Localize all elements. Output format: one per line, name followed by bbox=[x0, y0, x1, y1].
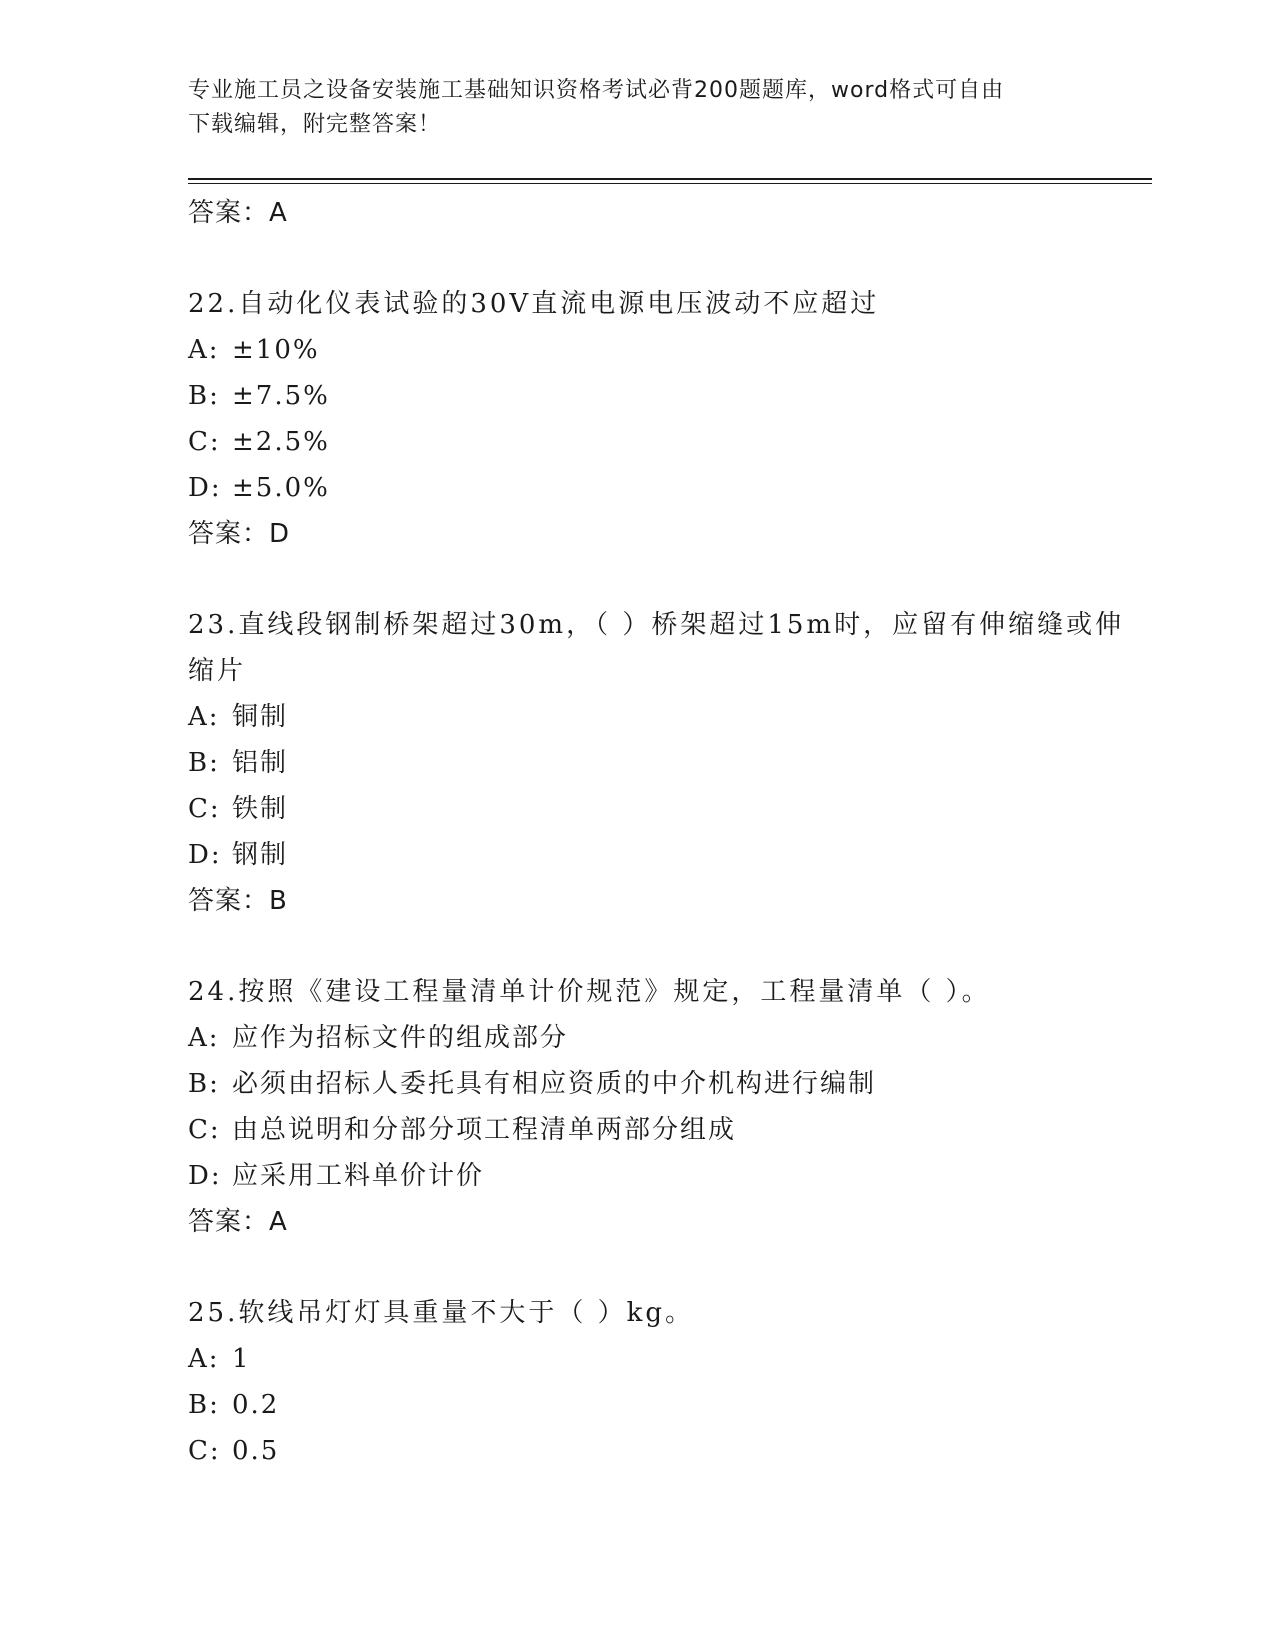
answer: 答案：A bbox=[188, 1207, 288, 1237]
option-letter: B: bbox=[188, 1069, 220, 1099]
option-b bbox=[188, 740, 1148, 786]
option-letter: C: bbox=[188, 427, 221, 457]
option-d bbox=[188, 1153, 1148, 1199]
option-letter: D: bbox=[188, 840, 222, 870]
option-d bbox=[188, 465, 1148, 511]
option-text: 铜制 bbox=[232, 702, 289, 732]
question-text: 23.直线段钢制桥架超过30m，（ ）桥架超过15m时，应留有伸缩缝或伸缩片 bbox=[188, 610, 1125, 686]
question-text: 25.软线吊灯灯具重量不大于（ ）kg。 bbox=[188, 1298, 695, 1328]
spacer bbox=[188, 1245, 1148, 1290]
option-d bbox=[188, 832, 1148, 878]
answer: 答案：D bbox=[188, 519, 291, 549]
question-list bbox=[188, 190, 1148, 1474]
question-22 bbox=[188, 281, 1148, 557]
option-text: 0.2 bbox=[232, 1390, 280, 1420]
option-text: 由总说明和分部分项工程清单两部分组成 bbox=[232, 1115, 737, 1145]
document-header bbox=[188, 74, 1088, 142]
question-23 bbox=[188, 602, 1148, 924]
option-letter: B: bbox=[188, 381, 220, 411]
header-rule-thin bbox=[188, 183, 1152, 184]
option-b bbox=[188, 373, 1148, 419]
question-text: 24.按照《建设工程量清单计价规范》规定，工程量清单（ ）。 bbox=[188, 977, 991, 1007]
option-text: 应采用工料单价计价 bbox=[232, 1161, 485, 1191]
option-text: 钢制 bbox=[232, 840, 289, 870]
option-a bbox=[188, 694, 1148, 740]
option-letter: A: bbox=[188, 1344, 220, 1374]
header-rule-thick bbox=[188, 178, 1152, 180]
question-25 bbox=[188, 1290, 1148, 1474]
option-letter: B: bbox=[188, 1390, 220, 1420]
spacer bbox=[188, 924, 1148, 969]
option-text: 铝制 bbox=[232, 748, 289, 778]
option-c bbox=[188, 1107, 1148, 1153]
option-text: 必须由招标人委托具有相应资质的中介机构进行编制 bbox=[232, 1069, 877, 1099]
spacer bbox=[188, 236, 1148, 281]
option-letter: C: bbox=[188, 794, 221, 824]
option-text: 铁制 bbox=[232, 794, 289, 824]
option-a bbox=[188, 1336, 1148, 1382]
option-text: ±10% bbox=[232, 335, 320, 365]
option-text: 应作为招标文件的组成部分 bbox=[232, 1023, 569, 1053]
option-c bbox=[188, 1428, 1148, 1474]
option-text: 0.5 bbox=[232, 1436, 280, 1466]
option-letter: D: bbox=[188, 1161, 222, 1191]
question-24 bbox=[188, 969, 1148, 1245]
option-letter: B: bbox=[188, 748, 220, 778]
option-c bbox=[188, 786, 1148, 832]
option-a bbox=[188, 1015, 1148, 1061]
previous-answer: 答案：A bbox=[188, 198, 288, 228]
option-c bbox=[188, 419, 1148, 465]
option-letter: C: bbox=[188, 1115, 221, 1145]
option-letter: A: bbox=[188, 1023, 220, 1053]
header-title-line-2: 下载编辑，附完整答案！ bbox=[188, 112, 442, 137]
option-letter: C: bbox=[188, 1436, 221, 1466]
option-letter: A: bbox=[188, 335, 220, 365]
option-a bbox=[188, 327, 1148, 373]
header-title-line-1: 专业施工员之设备安装施工基础知识资格考试必背200题题库，word格式可自由 bbox=[188, 78, 1005, 103]
answer: 答案：B bbox=[188, 886, 288, 916]
option-text: 1 bbox=[232, 1344, 251, 1374]
option-b bbox=[188, 1382, 1148, 1428]
option-b bbox=[188, 1061, 1148, 1107]
option-text: ±5.0% bbox=[232, 473, 330, 503]
option-letter: A: bbox=[188, 702, 220, 732]
option-text: ±2.5% bbox=[232, 427, 330, 457]
spacer bbox=[188, 557, 1148, 602]
option-text: ±7.5% bbox=[232, 381, 330, 411]
option-letter: D: bbox=[188, 473, 222, 503]
question-text: 22.自动化仪表试验的30V直流电源电压波动不应超过 bbox=[188, 289, 880, 319]
